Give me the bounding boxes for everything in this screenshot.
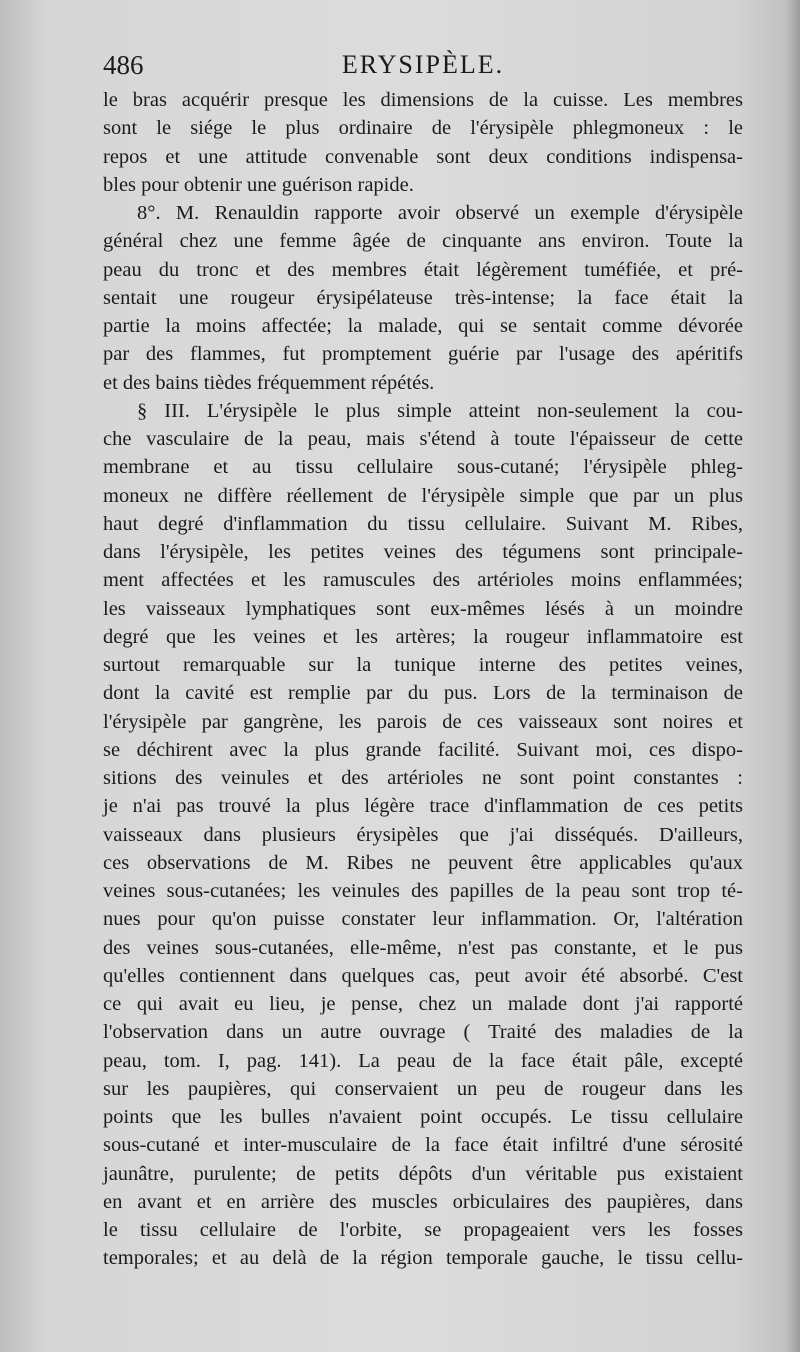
text-line: membrane et au tissu cellulaire sous-cutané; l'érysipèle phleg- [103,456,743,479]
text-line: peau du tronc et des membres était légèrement tuméfiée, et pré- [103,258,743,281]
text-line: bles pour obtenir une guérison rapide. [103,173,414,196]
text-line: points que les bulles n'avaient point occupés. Le tissu cellulaire [103,1106,743,1128]
text-line: sous-cutané et inter-musculaire de la face était infiltré d'une sérosité [103,1134,743,1157]
text-line: qu'elles contiennent dans quelques cas, peut avoir été absorbé. C'est [103,964,743,987]
page-edge-shadow [786,0,800,1352]
text-line: vaisseaux dans plusieurs érysipèles que j'ai disséqués. D'ailleurs, [103,823,743,846]
text-line: sur les paupières, qui conservaient un peu de rougeur dans les [103,1077,743,1100]
text-line: haut degré d'inflammation du tissu cellulaire. Suivant M. Ribes, [103,512,743,535]
text-line: § III. L'érysipèle le plus simple atteint non-seulement la cou- [137,399,743,422]
page-number: 486 [103,50,144,80]
text-line: veines sous-cutanées; les veinules des papilles de la peau sont trop té- [103,880,743,902]
text-line: 8°. M. Renauldin rapporte avoir observé un exemple d'érysipèle [137,202,743,224]
text-line: ment affectées et les ramuscules des artérioles moins enflammées; [103,569,743,592]
text-line: par des flammes, fut promptement guérie par l'usage des apéritifs [103,343,743,366]
text-line: sentait une rougeur érysipélateuse très-intense; la face était la [103,286,743,309]
text-line: dans l'érysipèle, les petites veines des tégumens sont principale- [103,541,743,563]
text-line: des veines sous-cutanées, elle-même, n'est pas constante, et le pus [103,936,743,959]
text-line: temporales; et au delà de la région temporale gauche, le tissu cellu- [103,1247,743,1270]
text-body [103,86,743,1273]
text-line: ce qui avait eu lieu, je pense, chez un malade dont j'ai rapporté [103,993,743,1015]
text-line: je n'ai pas trouvé la plus légère trace d'inflammation de ces petits [103,795,743,818]
text-line: dont la cavité est remplie par du pus. Lors de la terminaison de [103,682,743,705]
text-line: en avant et en arrière des muscles orbiculaires des paupières, dans [103,1190,743,1213]
text-line: degré que les veines et les artères; la rougeur inflammatoire est [103,625,743,648]
page-header [103,50,743,86]
text-line: moneux ne diffère réellement de l'érysipèle simple que par un plus [103,484,743,507]
text-line: l'érysipèle par gangrène, les parois de ces vaisseaux sont noires et [103,710,743,733]
text-line: le bras acquérir presque les dimensions de la cuisse. Les membres [103,89,743,111]
text-line: che vasculaire de la peau, mais s'étend à toute l'épaisseur de cette [103,428,743,450]
running-title: ERYSIPÈLE. [341,50,505,79]
text-line: se déchirent avec la plus grande facilité. Suivant moi, ces dispo- [103,738,743,761]
text-line: jaunâtre, purulente; de petits dépôts d'un véritable pus existaient [103,1162,743,1185]
text-line: nues pour qu'on puisse constater leur inflammation. Or, l'altération [103,908,743,931]
text-line: le tissu cellulaire de l'orbite, se propageaient vers les fosses [103,1219,743,1241]
text-line: partie la moins affectée; la malade, qui se sentait comme dévorée [103,315,743,337]
text-line: ces observations de M. Ribes ne peuvent être applicables qu'aux [103,851,743,874]
text-line: peau, tom. I, pag. 141). La peau de la face était pâle, excepté [103,1049,743,1072]
text-line: et des bains tièdes fréquemment répétés. [103,371,435,394]
text-line: général chez une femme âgée de cinquante ans environ. Toute la [103,230,743,253]
text-line: surtout remarquable sur la tunique interne des petites veines, [103,654,743,676]
text-line: les vaisseaux lymphatiques sont eux-mêmes lésés à un moindre [103,597,743,620]
text-line: l'observation dans un autre ouvrage ( Traité des maladies de la [103,1021,743,1044]
text-line: sont le siége le plus ordinaire de l'érysipèle phlegmoneux : le [103,117,743,140]
text-line: repos et une attitude convenable sont deux conditions indispensa- [103,145,743,168]
text-line: sitions des veinules et des artérioles ne sont point constantes : [103,767,743,789]
